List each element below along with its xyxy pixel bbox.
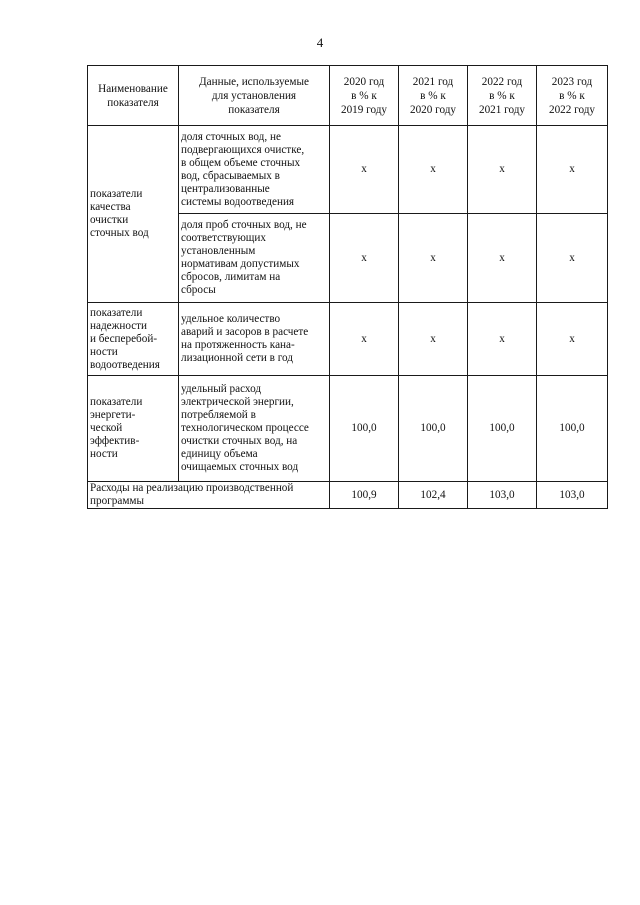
cell-2022: х	[468, 303, 537, 376]
header-2021: 2021 год в % к 2020 году	[399, 66, 468, 126]
header-2022: 2022 год в % к 2021 году	[468, 66, 537, 126]
table-header-row	[88, 66, 608, 126]
total-2022: 103,0	[468, 482, 537, 509]
header-2023: 2023 год в % к 2022 году	[537, 66, 608, 126]
total-label: Расходы на реализацию производственной программы	[88, 482, 330, 509]
cell-2022: 100,0	[468, 376, 537, 482]
header-data-used: Данные, используемые для установления показателя	[179, 66, 330, 126]
total-2021: 102,4	[399, 482, 468, 509]
row-description: удельное количество аварий и засоров в расчете на протяженность кана- лизационной сети в год	[179, 303, 330, 376]
cell-2020: 100,0	[330, 376, 399, 482]
cell-2020: х	[330, 303, 399, 376]
cell-2020: х	[330, 214, 399, 303]
table-row	[88, 376, 608, 482]
cell-2021: х	[399, 126, 468, 214]
cell-2023: 100,0	[537, 376, 608, 482]
table-row	[88, 303, 608, 376]
cell-2021: 100,0	[399, 376, 468, 482]
group-reliability: показатели надежности и бесперебой- ности водоотведения	[88, 303, 179, 376]
cell-2023: х	[537, 214, 608, 303]
cell-2023: х	[537, 126, 608, 214]
cell-2022: х	[468, 214, 537, 303]
cell-2023: х	[537, 303, 608, 376]
cell-2020: х	[330, 126, 399, 214]
group-energy-efficiency: показатели энергети- ческой эффектив- ности	[88, 376, 179, 482]
cell-2021: х	[399, 303, 468, 376]
table-row	[88, 126, 608, 214]
header-indicator-name: Наименование показателя	[88, 66, 179, 126]
row-description: доля проб сточных вод, не соответствующих установленным нормативам допустимых сбросов, лимитам на сбросы	[179, 214, 330, 303]
total-2023: 103,0	[537, 482, 608, 509]
page-number: 4	[316, 35, 324, 50]
header-2020: 2020 год в % к 2019 году	[330, 66, 399, 126]
indicators-table	[87, 65, 608, 509]
cell-2021: х	[399, 214, 468, 303]
table-row-total	[88, 482, 608, 509]
cell-2022: х	[468, 126, 537, 214]
row-description: доля сточных вод, не подвергающихся очистке, в общем объеме сточных вод, сбрасываемых в централизованные системы водоотведения	[179, 126, 330, 214]
total-2020: 100,9	[330, 482, 399, 509]
group-wastewater-quality: показатели качества очистки сточных вод	[88, 126, 179, 303]
row-description: удельный расход электрической энергии, потребляемой в технологическом процессе очистки сточных вод, на единицу объема очищаемых сточных вод	[179, 376, 330, 482]
